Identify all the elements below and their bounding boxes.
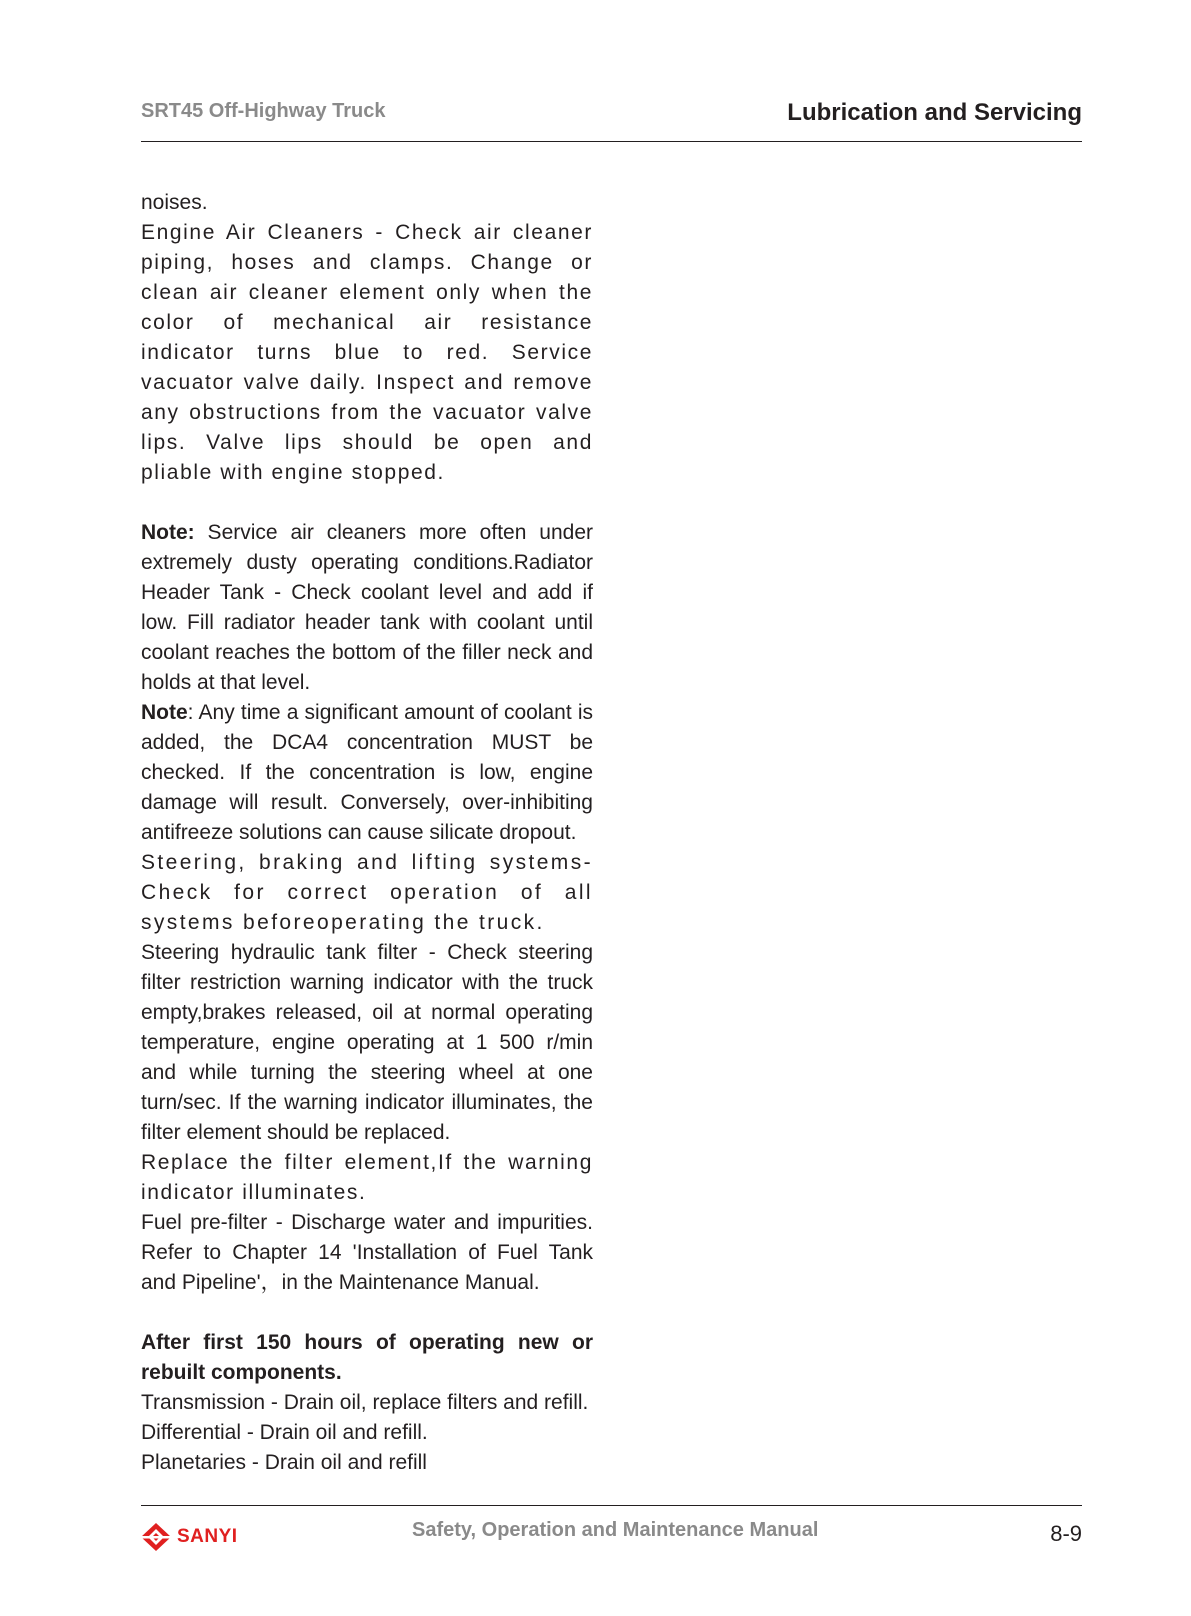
section-title: Lubrication and Servicing	[787, 99, 1082, 126]
paragraph-fuel-prefilter: Fuel pre-filter - Discharge water and impurities. Refer to Chapter 14 'Installation of Fuel Tank and Pipeline'，in the Maintenance Manual.	[141, 1211, 593, 1294]
paragraph-air-cleaners: Engine Air Cleaners - Check air cleaner piping, hoses and clamps. Change or clean air cleaner element only when the color of mechanical air resistance indicator turns blue to red. Service vacuator valve daily. Inspect and remove any obstructions from the vacuator valve lips. Valve lips should be open and pliable with engine stopped.	[141, 221, 593, 484]
logo-wordmark: SANYI	[177, 1526, 238, 1547]
paragraph-replace-filter: Replace the filter element,If the warning indicator illuminates.	[141, 1151, 593, 1204]
brand-logo	[140, 1522, 238, 1552]
note-text: : Any time a significant amount of coolant is added, the DCA4 concentration MUST be checked. If the concentration is low, engine damage will result. Conversely, over-inhibiting antifreeze solutions can cause silicate dropout.	[141, 701, 593, 844]
heading-150-hours: After first 150 hours of operating new or rebuilt components.	[141, 1331, 593, 1384]
sanyi-logo-icon	[140, 1522, 172, 1552]
paragraph-spacer	[141, 488, 593, 518]
footer-divider	[141, 1505, 1082, 1506]
note-label: Note	[141, 701, 188, 724]
paragraph-differential: Differential - Drain oil and refill.	[141, 1421, 428, 1444]
note-text: Service air cleaners more often under extremely dusty operating conditions.Radiator Header Tank - Check coolant level and add if low. Fill radiator header tank with coolant until coolant reaches the bottom of the filler neck and holds at that level.	[141, 521, 593, 694]
paragraph-planetaries: Planetaries - Drain oil and refill	[141, 1451, 427, 1474]
paragraph-noises: noises.	[141, 191, 208, 214]
running-header-title: SRT45 Off-Highway Truck	[141, 100, 386, 122]
note-service-air-cleaners	[141, 518, 593, 698]
page-number: 8-9	[1050, 1521, 1082, 1546]
paragraph-spacer	[141, 1298, 593, 1328]
paragraph-steering-filter: Steering hydraulic tank filter - Check steering filter restriction warning indicator with the truck empty,brakes released, oil at normal operating temperature, engine operating at 1 500 r/min and while turning the steering wheel at one turn/sec. If the warning indicator illuminates, the filter element should be replaced.	[141, 941, 593, 1144]
note-coolant-dca4	[141, 698, 593, 848]
note-label: Note:	[141, 521, 195, 544]
header-divider	[141, 141, 1082, 142]
paragraph-transmission: Transmission - Drain oil, replace filters and refill.	[141, 1391, 589, 1414]
paragraph-steering-systems: Steering, braking and lifting systems-Check for correct operation of all systems beforeoperating the truck.	[141, 851, 593, 934]
body-column	[141, 188, 593, 1478]
footer-manual-title: Safety, Operation and Maintenance Manual	[412, 1519, 819, 1541]
